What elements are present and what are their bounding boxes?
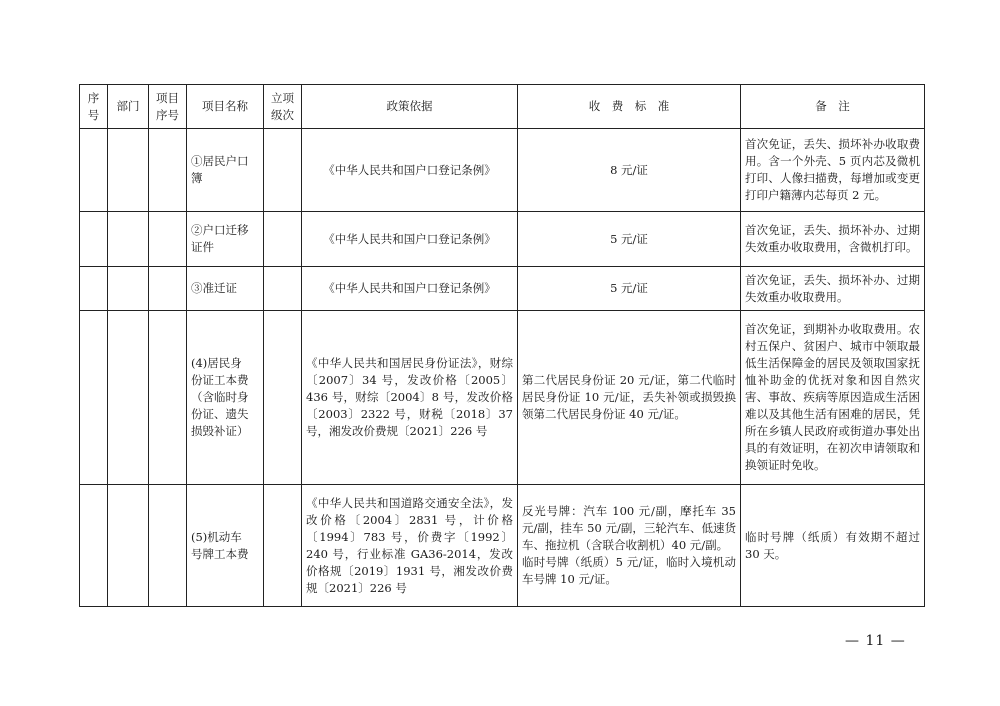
cell-standard: 5 元/证 xyxy=(518,267,741,311)
cell-remark: 首次免证，丢失、损坏补办、过期失效重办收取费用，含微机打印。 xyxy=(741,212,925,267)
header-policy: 政策依据 xyxy=(302,85,518,129)
cell-policy: 《中华人民共和国户口登记条例》 xyxy=(302,212,518,267)
cell-remark: 首次免证，丢失、损坏补办收取费用。含一个外壳、5 页内芯及微机打印、人像扫描费，每增加或变更打印户籍薄内芯每页 2 元。 xyxy=(741,129,925,212)
cell-item-seq xyxy=(149,485,187,607)
cell-item-seq xyxy=(149,311,187,485)
cell-seq xyxy=(80,311,108,485)
cell-item-name: (5)机动车 号牌工本费 xyxy=(187,485,264,607)
header-dept: 部门 xyxy=(108,85,149,129)
page-number: — 11 — xyxy=(845,633,906,649)
table-header-row xyxy=(80,85,925,129)
cell-policy: 《中华人民共和国户口登记条例》 xyxy=(302,129,518,212)
cell-dept xyxy=(108,267,149,311)
cell-item-name: ①居民户口 簿 xyxy=(187,129,264,212)
cell-policy: 《中华人民共和国道路交通安全法》，发改价格〔2004〕2831 号，计价格〔1994〕783 号，价费字〔1992〕240 号，行业标准 GA36-2014，发改价格规〔2019〕1931 号，湘发改价费规〔2021〕226 号 xyxy=(302,485,518,607)
cell-remark: 首次免证，到期补办收取费用。农村五保户、贫困户、城市中领取最低生活保障金的居民及领取国家抚恤补助金的优抚对象和因自然灾害、事故、疾病等原因造成生活困难以及其他生活有困难的居民，凭所在乡镇人民政府或街道办事处出具的有效证明，在初次申请领取和换领证时免收。 xyxy=(741,311,925,485)
table-row xyxy=(80,212,925,267)
header-item-name: 项目名称 xyxy=(187,85,264,129)
cell-dept xyxy=(108,311,149,485)
cell-seq xyxy=(80,485,108,607)
cell-seq xyxy=(80,212,108,267)
cell-level xyxy=(264,212,302,267)
cell-remark: 临时号牌（纸质）有效期不超过 30 天。 xyxy=(741,485,925,607)
cell-seq xyxy=(80,129,108,212)
cell-level xyxy=(264,267,302,311)
cell-level xyxy=(264,129,302,212)
cell-level xyxy=(264,311,302,485)
cell-standard: 8 元/证 xyxy=(518,129,741,212)
cell-level xyxy=(264,485,302,607)
table-row xyxy=(80,267,925,311)
cell-standard: 5 元/证 xyxy=(518,212,741,267)
cell-dept xyxy=(108,485,149,607)
header-remark: 备 注 xyxy=(741,85,925,129)
table-row xyxy=(80,129,925,212)
cell-standard: 反光号牌：汽车 100 元/副，摩托车 35 元/副，挂车 50 元/副，三轮汽车、低速货车、拖拉机（含联合收割机）40 元/副。 临时号牌（纸质）5 元/证，临时入境机动车号牌 10 元/证。 xyxy=(518,485,741,607)
cell-item-seq xyxy=(149,267,187,311)
table-row xyxy=(80,311,925,485)
header-seq: 序 号 xyxy=(80,85,108,129)
cell-remark: 首次免证，丢失、损坏补办、过期失效重办收取费用。 xyxy=(741,267,925,311)
cell-item-seq xyxy=(149,212,187,267)
cell-seq xyxy=(80,267,108,311)
header-level: 立项 级次 xyxy=(264,85,302,129)
cell-standard: 第二代居民身份证 20 元/证，第二代临时居民身份证 10 元/证，丢失补领或损毁换领第二代居民身份证 40 元/证。 xyxy=(518,311,741,485)
header-standard: 收 费 标 准 xyxy=(518,85,741,129)
cell-dept xyxy=(108,129,149,212)
cell-policy: 《中华人民共和国户口登记条例》 xyxy=(302,267,518,311)
cell-policy: 《中华人民共和国居民身份证法》，财综〔2007〕34 号，发改价格〔2005〕436 号，财综〔2004〕8 号，发改价格〔2003〕2322 号，财税〔2018〕37 号，湘发改价费规〔2021〕226 号 xyxy=(302,311,518,485)
cell-item-name: (4)居民身 份证工本费 （含临时身 份证、遗失 损毁补证） xyxy=(187,311,264,485)
cell-item-name: ②户口迁移 证件 xyxy=(187,212,264,267)
table-row xyxy=(80,485,925,607)
cell-item-seq xyxy=(149,129,187,212)
cell-item-name: ③准迁证 xyxy=(187,267,264,311)
cell-dept xyxy=(108,212,149,267)
header-item-seq: 项目 序号 xyxy=(149,85,187,129)
fee-table xyxy=(79,84,925,607)
